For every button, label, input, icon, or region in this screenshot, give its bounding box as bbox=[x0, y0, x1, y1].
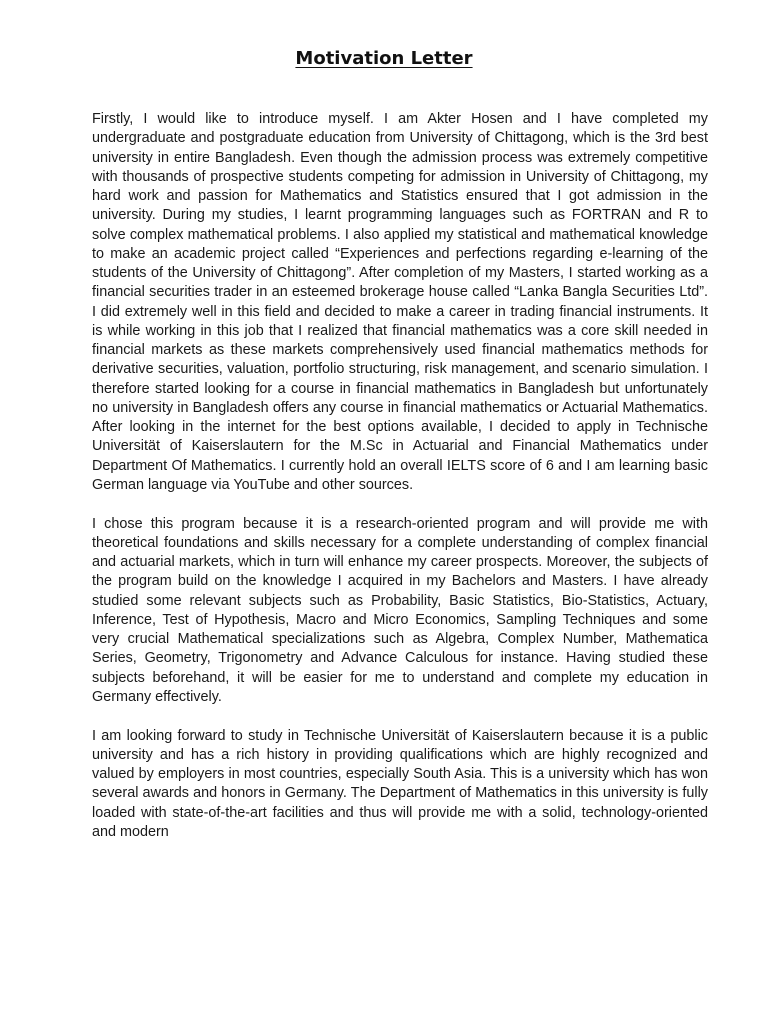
letter-body bbox=[92, 110, 708, 842]
paragraph-introduction: Firstly, I would like to introduce myself. I am Akter Hosen and I have completed my undergraduate and postgraduate education from University of Chittagong, which is the 3rd best university in entire Bangladesh. Even though the admission process was extremely competitive with thousands of prospective students competing for admission in University of Chittagong, my hard work and passion for Mathematics and Statistics ensured that I got admission in the university. During my studies, I learnt programming languages such as FORTRAN and R to solve complex mathematical problems. I also applied my statistical and mathematical knowledge to make an academic project called “Experiences and perfections regarding e-learning of the students of the University of Chittagong”. After completion of my Masters, I started working as a financial securities trader in an esteemed brokerage house called “Lanka Bangla Securities Ltd”. I did extremely well in this field and decided to make a career in trading financial instruments. It is while working in this job that I realized that financial mathematics was a core skill needed in financial markets as these markets comprehensively used financial mathematics methods for derivative securities, valuation, portfolio structuring, risk management, and scenario simulation. I therefore started looking for a course in financial mathematics in Bangladesh but unfortunately no university in Bangladesh offers any course in financial mathematics or Actuarial Mathematics. After looking in the internet for the best options available, I decided to apply in Technische Universität of Kaiserslautern for the M.Sc in Actuarial and Financial Mathematics under Department Of Mathematics. I currently hold an overall IELTS score of 6 and I am learning basic German language via YouTube and other sources. bbox=[92, 111, 708, 493]
page-title: Motivation Letter bbox=[295, 48, 473, 69]
paragraph-university-choice: I am looking forward to study in Technische Universität of Kaiserslautern because it is a public university and has a rich history in providing qualifications which are highly recognized and valued by employers in most countries, especially South Asia. This is a university which has won several awards and honors in Germany. The Department of Mathematics in this university is fully loaded with state-of-the-art facilities and thus will provide me with a solid, technology-oriented and modern bbox=[92, 727, 708, 840]
paragraph-program-choice: I chose this program because it is a research-oriented program and will provide me with theoretical foundations and skills necessary for a complete understanding of complex financial and actuarial markets, which in turn will enhance my career prospects. Moreover, the subjects of the program build on the knowledge I acquired in my Bachelors and Masters. I have already studied some relevant subjects such as Probability, Basic Statistics, Bio-Statistics, Actuary, Inference, Test of Hypothesis, Macro and Micro Economics, Sampling Techniques and some very crucial Mathematical specializations such as Algebra, Complex Number, Mathematica Series, Geometry, Trigonometry and Advance Calculous for instance. Having studied these subjects beforehand, it will be easier for me to understand and complete my education in Germany effectively. bbox=[92, 515, 708, 705]
